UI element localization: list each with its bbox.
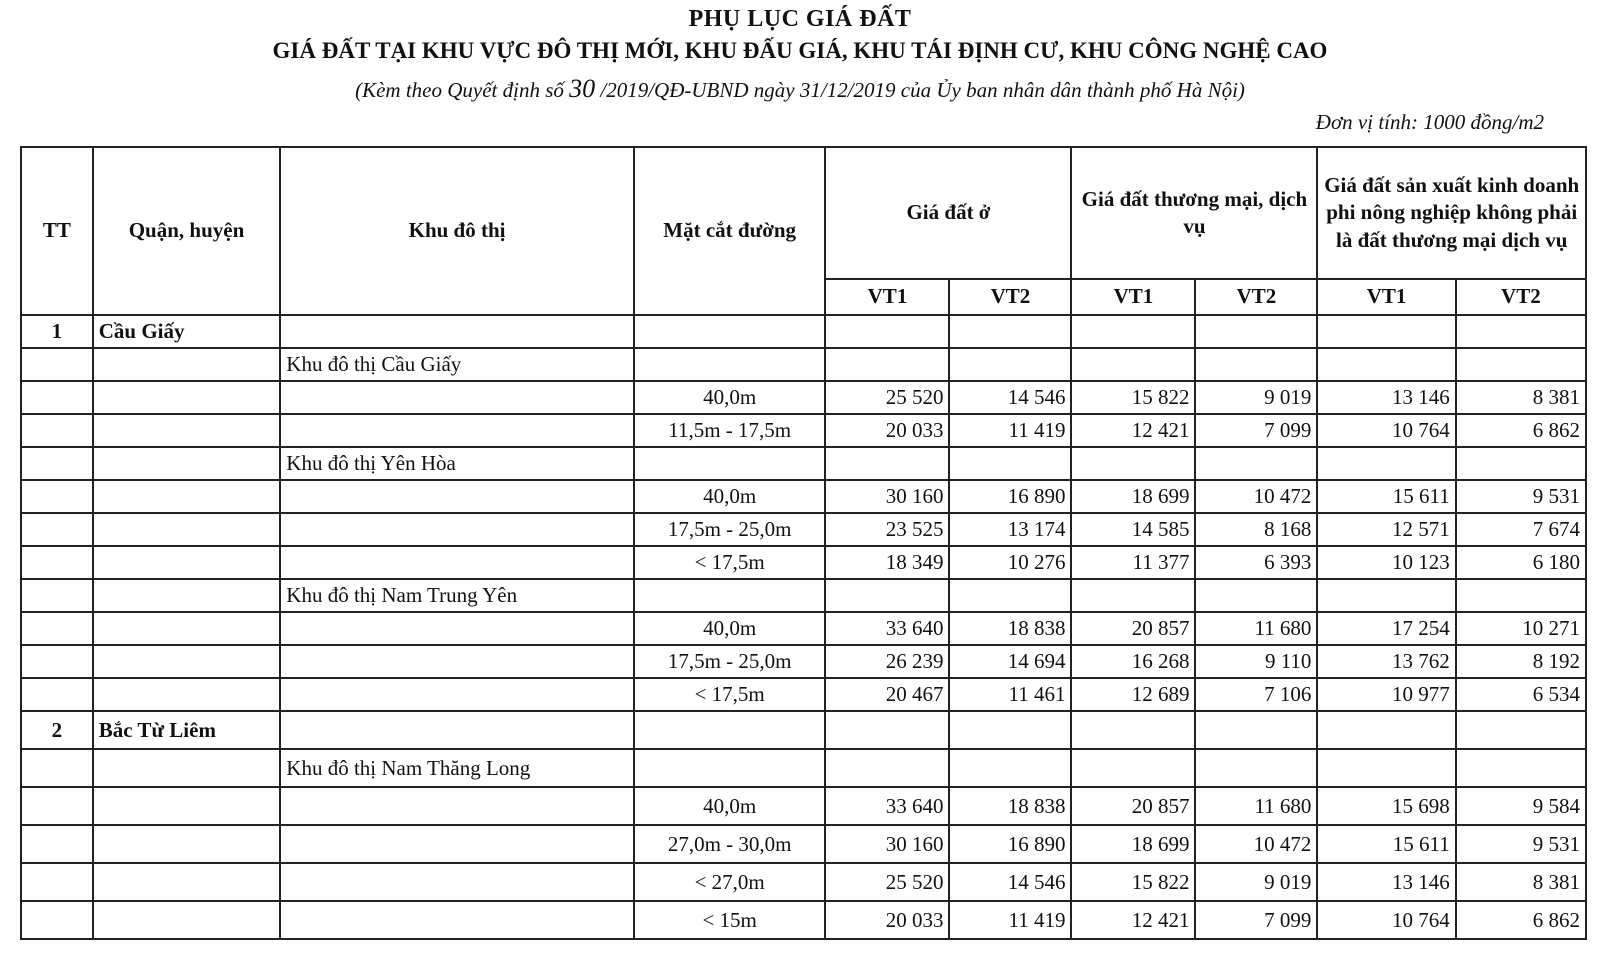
table-body [21,315,1586,939]
cell-commercial-vt2 [1195,749,1317,787]
cell-district: Cầu Giấy [93,315,281,348]
cell-road-section: 11,5m - 17,5m [634,414,826,447]
cell-commercial-vt1: 12 421 [1071,414,1195,447]
cell-commercial-vt2 [1195,711,1317,749]
cell-nonagri-vt2: 6 862 [1456,414,1586,447]
table-row [21,546,1586,579]
cell-tt [21,381,93,414]
cell-nonagri-vt2: 10 271 [1456,612,1586,645]
cell-nonagri-vt1 [1317,348,1455,381]
cell-commercial-vt1: 11 377 [1071,546,1195,579]
cell-residential-vt1: 33 640 [825,787,949,825]
cell-nonagri-vt1 [1317,749,1455,787]
table-row [21,315,1586,348]
cell-commercial-vt1 [1071,579,1195,612]
cell-tt [21,579,93,612]
cell-tt [21,348,93,381]
cell-tt [21,901,93,939]
cell-residential-vt2 [949,579,1071,612]
cell-nonagri-vt2 [1456,711,1586,749]
cell-zone: Khu đô thị Nam Thăng Long [280,749,634,787]
cell-road-section: 17,5m - 25,0m [634,513,826,546]
cell-residential-vt1 [825,315,949,348]
cell-district [93,348,281,381]
cell-commercial-vt2 [1195,447,1317,480]
cell-commercial-vt1: 12 689 [1071,678,1195,711]
table-row [21,348,1586,381]
header-residential-price: Giá đất ở [825,147,1071,279]
cell-residential-vt2 [949,348,1071,381]
cell-commercial-vt1: 12 421 [1071,901,1195,939]
header-commercial-vt1: VT1 [1071,279,1195,315]
cell-road-section: 40,0m [634,381,826,414]
cell-tt [21,447,93,480]
cell-commercial-vt1: 18 699 [1071,825,1195,863]
cell-road-section [634,749,826,787]
unit-note: Đơn vị tính: 1000 đồng/m2 [1315,110,1544,134]
cell-tt [21,513,93,546]
cell-tt [21,825,93,863]
cell-district [93,787,281,825]
header-residential-vt2: VT2 [949,279,1071,315]
cell-commercial-vt1 [1071,749,1195,787]
cell-commercial-vt1: 18 699 [1071,480,1195,513]
cell-residential-vt2: 14 546 [949,381,1071,414]
header-commercial-price: Giá đất thương mại, dịch vụ [1071,147,1317,279]
cell-district [93,546,281,579]
cell-nonagri-vt2: 9 531 [1456,480,1586,513]
cell-zone [280,480,634,513]
table-row [21,825,1586,863]
document-title: PHỤ LỤC GIÁ ĐẤT [688,6,912,32]
cell-residential-vt1: 20 033 [825,414,949,447]
cell-commercial-vt1 [1071,447,1195,480]
cell-district [93,645,281,678]
header-zone: Khu đô thị [280,147,634,315]
cell-district [93,381,281,414]
cell-tt [21,787,93,825]
cell-residential-vt2: 14 694 [949,645,1071,678]
cell-tt [21,546,93,579]
cell-commercial-vt2: 9 019 [1195,863,1317,901]
header-nonagri-price: Giá đất sản xuất kinh doanh phi nông nghiệp không phải là đất thương mại dịch vụ [1317,147,1586,279]
cell-road-section [634,711,826,749]
cell-nonagri-vt1 [1317,711,1455,749]
cell-commercial-vt1 [1071,348,1195,381]
cell-residential-vt1: 25 520 [825,863,949,901]
cell-road-section: < 15m [634,901,826,939]
cell-district [93,749,281,787]
cell-nonagri-vt1: 10 123 [1317,546,1455,579]
cell-district [93,579,281,612]
table-row [21,678,1586,711]
cell-nonagri-vt2 [1456,749,1586,787]
cell-zone [280,315,634,348]
cell-commercial-vt1 [1071,315,1195,348]
cell-nonagri-vt1: 12 571 [1317,513,1455,546]
cell-road-section: < 17,5m [634,678,826,711]
cell-residential-vt1 [825,447,949,480]
cell-commercial-vt2: 6 393 [1195,546,1317,579]
cell-residential-vt1: 30 160 [825,480,949,513]
cell-road-section [634,447,826,480]
cell-road-section: < 27,0m [634,863,826,901]
cell-road-section: 27,0m - 30,0m [634,825,826,863]
cell-zone [280,513,634,546]
cell-zone [280,825,634,863]
cell-commercial-vt2: 11 680 [1195,787,1317,825]
table-row [21,787,1586,825]
cell-zone [280,546,634,579]
cell-zone [280,711,634,749]
cell-residential-vt2: 16 890 [949,480,1071,513]
cell-zone [280,678,634,711]
cell-zone: Khu đô thị Nam Trung Yên [280,579,634,612]
cell-residential-vt2 [949,315,1071,348]
cell-commercial-vt1: 15 822 [1071,381,1195,414]
cell-nonagri-vt2 [1456,315,1586,348]
cell-road-section: 40,0m [634,612,826,645]
decision-suffix: /2019/QĐ-UBND ngày 31/12/2019 của Ủy ban nhân dân thành phố Hà Nội) [595,78,1245,102]
cell-nonagri-vt1: 13 146 [1317,863,1455,901]
table-row [21,711,1586,749]
cell-road-section: 40,0m [634,787,826,825]
cell-commercial-vt1: 15 822 [1071,863,1195,901]
decision-prefix: (Kèm theo Quyết định số [355,78,570,102]
cell-residential-vt2: 18 838 [949,612,1071,645]
cell-district [93,480,281,513]
cell-nonagri-vt2: 8 381 [1456,381,1586,414]
cell-residential-vt2 [949,447,1071,480]
cell-tt [21,612,93,645]
header-residential-vt1: VT1 [825,279,949,315]
cell-nonagri-vt2: 9 531 [1456,825,1586,863]
cell-nonagri-vt2: 9 584 [1456,787,1586,825]
cell-tt [21,749,93,787]
header-district: Quận, huyện [93,147,281,315]
cell-residential-vt2: 13 174 [949,513,1071,546]
cell-zone [280,901,634,939]
table-row [21,612,1586,645]
cell-residential-vt1: 18 349 [825,546,949,579]
cell-residential-vt2: 11 419 [949,901,1071,939]
cell-residential-vt1: 26 239 [825,645,949,678]
table-row [21,863,1586,901]
cell-nonagri-vt1 [1317,447,1455,480]
cell-road-section [634,579,826,612]
cell-district [93,863,281,901]
cell-residential-vt1 [825,711,949,749]
cell-district [93,825,281,863]
cell-commercial-vt2: 9 019 [1195,381,1317,414]
cell-tt [21,414,93,447]
cell-tt: 2 [21,711,93,749]
cell-residential-vt2: 14 546 [949,863,1071,901]
cell-commercial-vt2: 8 168 [1195,513,1317,546]
cell-commercial-vt2: 9 110 [1195,645,1317,678]
cell-road-section: < 17,5m [634,546,826,579]
cell-tt [21,645,93,678]
land-price-table [20,146,1587,940]
cell-commercial-vt2: 7 099 [1195,414,1317,447]
cell-commercial-vt2: 10 472 [1195,825,1317,863]
cell-zone [280,381,634,414]
cell-nonagri-vt1 [1317,315,1455,348]
cell-district [93,447,281,480]
cell-commercial-vt2: 10 472 [1195,480,1317,513]
cell-commercial-vt2: 7 099 [1195,901,1317,939]
cell-nonagri-vt2: 6 180 [1456,546,1586,579]
cell-nonagri-vt1: 13 146 [1317,381,1455,414]
cell-residential-vt1 [825,579,949,612]
cell-residential-vt1: 23 525 [825,513,949,546]
header-tt: TT [21,147,93,315]
header-nonagri-vt1: VT1 [1317,279,1455,315]
cell-residential-vt2: 11 419 [949,414,1071,447]
cell-residential-vt2: 10 276 [949,546,1071,579]
cell-tt [21,480,93,513]
table-row [21,381,1586,414]
cell-road-section [634,315,826,348]
cell-tt [21,678,93,711]
cell-residential-vt1: 25 520 [825,381,949,414]
cell-tt: 1 [21,315,93,348]
cell-nonagri-vt2 [1456,348,1586,381]
cell-nonagri-vt1: 15 698 [1317,787,1455,825]
cell-residential-vt1: 20 467 [825,678,949,711]
cell-road-section [634,348,826,381]
decision-reference [0,74,1600,104]
cell-tt [21,863,93,901]
cell-commercial-vt1 [1071,711,1195,749]
cell-nonagri-vt2: 6 534 [1456,678,1586,711]
cell-zone [280,414,634,447]
cell-nonagri-vt1: 10 764 [1317,901,1455,939]
cell-district [93,678,281,711]
cell-residential-vt2 [949,749,1071,787]
cell-commercial-vt1: 20 857 [1071,787,1195,825]
document-subtitle: GIÁ ĐẤT TẠI KHU VỰC ĐÔ THỊ MỚI, KHU ĐẤU GIÁ, KHU TÁI ĐỊNH CƯ, KHU CÔNG NGHỆ CAO [272,38,1328,63]
cell-commercial-vt1: 16 268 [1071,645,1195,678]
cell-nonagri-vt1: 15 611 [1317,480,1455,513]
cell-zone [280,645,634,678]
cell-residential-vt1 [825,348,949,381]
cell-road-section: 40,0m [634,480,826,513]
cell-nonagri-vt2: 8 192 [1456,645,1586,678]
cell-district [93,901,281,939]
cell-residential-vt2 [949,711,1071,749]
header-commercial-vt2: VT2 [1195,279,1317,315]
cell-nonagri-vt2: 8 381 [1456,863,1586,901]
table-row [21,480,1586,513]
table-row [21,579,1586,612]
cell-commercial-vt2: 11 680 [1195,612,1317,645]
cell-nonagri-vt1: 17 254 [1317,612,1455,645]
cell-zone [280,612,634,645]
cell-nonagri-vt1: 10 764 [1317,414,1455,447]
cell-district [93,414,281,447]
table-row [21,901,1586,939]
header-road-section: Mặt cắt đường [634,147,826,315]
cell-district [93,513,281,546]
cell-commercial-vt1: 20 857 [1071,612,1195,645]
cell-nonagri-vt1: 15 611 [1317,825,1455,863]
cell-zone: Khu đô thị Cầu Giấy [280,348,634,381]
header-nonagri-vt2: VT2 [1456,279,1586,315]
cell-residential-vt1 [825,749,949,787]
cell-residential-vt1: 30 160 [825,825,949,863]
table-row [21,447,1586,480]
cell-district: Bắc Từ Liêm [93,711,281,749]
cell-residential-vt2: 11 461 [949,678,1071,711]
cell-zone: Khu đô thị Yên Hòa [280,447,634,480]
cell-district [93,612,281,645]
cell-nonagri-vt2: 7 674 [1456,513,1586,546]
cell-commercial-vt2: 7 106 [1195,678,1317,711]
cell-commercial-vt2 [1195,579,1317,612]
cell-nonagri-vt2: 6 862 [1456,901,1586,939]
cell-road-section: 17,5m - 25,0m [634,645,826,678]
cell-residential-vt2: 18 838 [949,787,1071,825]
cell-nonagri-vt1: 10 977 [1317,678,1455,711]
table-row [21,513,1586,546]
cell-residential-vt2: 16 890 [949,825,1071,863]
table-row [21,749,1586,787]
cell-nonagri-vt2 [1456,579,1586,612]
cell-commercial-vt1: 14 585 [1071,513,1195,546]
table-row [21,414,1586,447]
cell-nonagri-vt1 [1317,579,1455,612]
cell-zone [280,863,634,901]
cell-residential-vt1: 33 640 [825,612,949,645]
cell-commercial-vt2 [1195,315,1317,348]
cell-commercial-vt2 [1195,348,1317,381]
decision-number: 30 [569,74,596,103]
cell-zone [280,787,634,825]
cell-residential-vt1: 20 033 [825,901,949,939]
cell-nonagri-vt1: 13 762 [1317,645,1455,678]
cell-nonagri-vt2 [1456,447,1586,480]
table-row [21,645,1586,678]
